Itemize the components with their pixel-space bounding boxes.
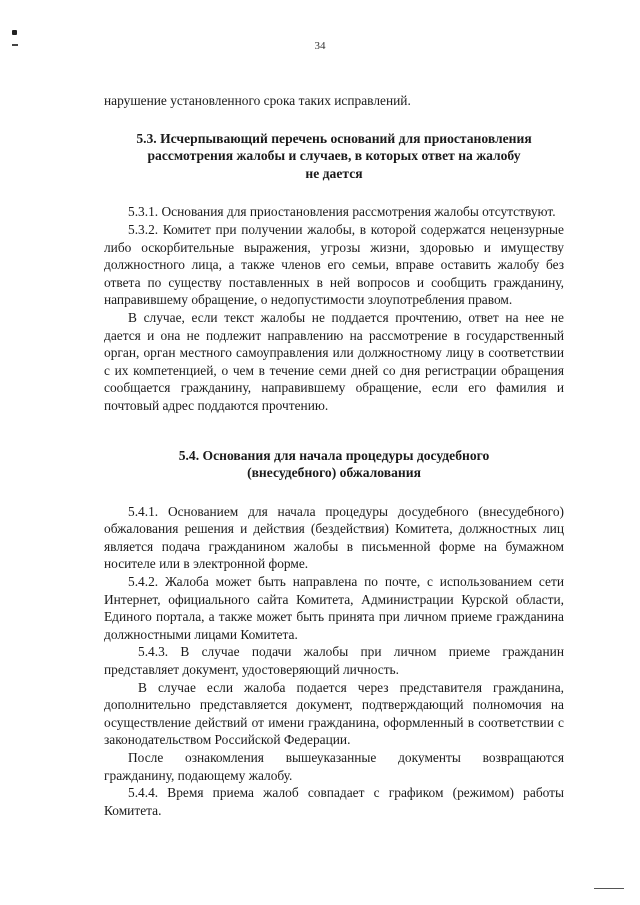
paragraph-5-4-3: 5.4.3. В случае подачи жалобы при личном приеме гражданин представляет документ, удостоверяющий личность. (104, 644, 564, 678)
paragraph-5-3-1: 5.3.1. Основания для приостановления рассмотрения жалобы отсутствуют. (128, 204, 556, 220)
paragraph-5-3-2: 5.3.2. Комитет при получении жалобы, в которой содержатся нецензурные либо оскорбительные выражения, угрозы жизни, здоровью и имуществу должностного лица, а также членов его семьи, вправе оставить жалобу без ответа по существу поставленных в ней вопросов и сообщить гражданину, направившему обращение, о недопустимости злоупотребления правом. (104, 221, 564, 308)
section-5-3-heading-line-2: рассмотрения жалобы и случаев, в которых ответ на жалобу (147, 148, 521, 164)
section-5-4-heading-line-1: 5.4. Основания для начала процедуры досудебного (178, 447, 490, 463)
paragraph-return-documents: После ознакомления вышеуказанные документы возвращаются гражданину, подающему жалобу. (104, 750, 564, 783)
paragraph-5-4-4: 5.4.4. Время приема жалоб совпадает с графиком (режимом) работы Комитета. (104, 785, 564, 818)
section-5-3-heading-line-3: не дается (305, 165, 363, 181)
document-body (104, 92, 564, 819)
page-number: 34 (314, 40, 326, 52)
corner-scan-mark (594, 888, 624, 889)
section-5-3-heading (104, 130, 564, 183)
section-5-3-body (104, 203, 564, 414)
section-5-4-body (104, 503, 564, 820)
paragraph-5-4-1: 5.4.1. Основанием для начала процедуры досудебного (внесудебного) обжалования решения и действия (бездействия) Комитета, должностных лиц является подача гражданином жалобы в письменной форме на бумажном носителе или в электронной форме. (104, 503, 564, 572)
section-5-4-heading (104, 447, 564, 482)
section-5-4-heading-line-2: (внесудебного) обжалования (247, 465, 421, 481)
paragraph-5-4-2: 5.4.2. Жалоба может быть направлена по почте, с использованием сети Интернет, официального сайта Комитета, Администрации Курской области, Единого портала, а также может быть принята при личном приеме гражданина должностными лицами Комитета. (104, 574, 564, 642)
binding-dot-mark (12, 30, 17, 35)
section-5-3-heading-line-1: 5.3. Исчерпывающий перечень оснований для приостановления (136, 130, 532, 146)
intro-line: нарушение установленного срока таких исправлений. (104, 93, 411, 108)
paragraph-representative: В случае если жалоба подается через представителя гражданина, дополнительно представляется документ, подтверждающий полномочия на осуществление действий от имени гражданина, оформленный в соответствии с законодательством Российской Федерации. (104, 679, 564, 748)
paragraph-unreadable-complaint: В случае, если текст жалобы не поддается прочтению, ответ на нее не дается и она не подлежит направлению на рассмотрение в государственный орган, орган местного самоуправления или должностному лицу в соответствии с их компетенцией, о чем в течение семи дней со дня регистрации обращения сообщается гражданину, направившему обращение, если его фамилия и почтовый адрес поддаются прочтению. (104, 309, 564, 413)
